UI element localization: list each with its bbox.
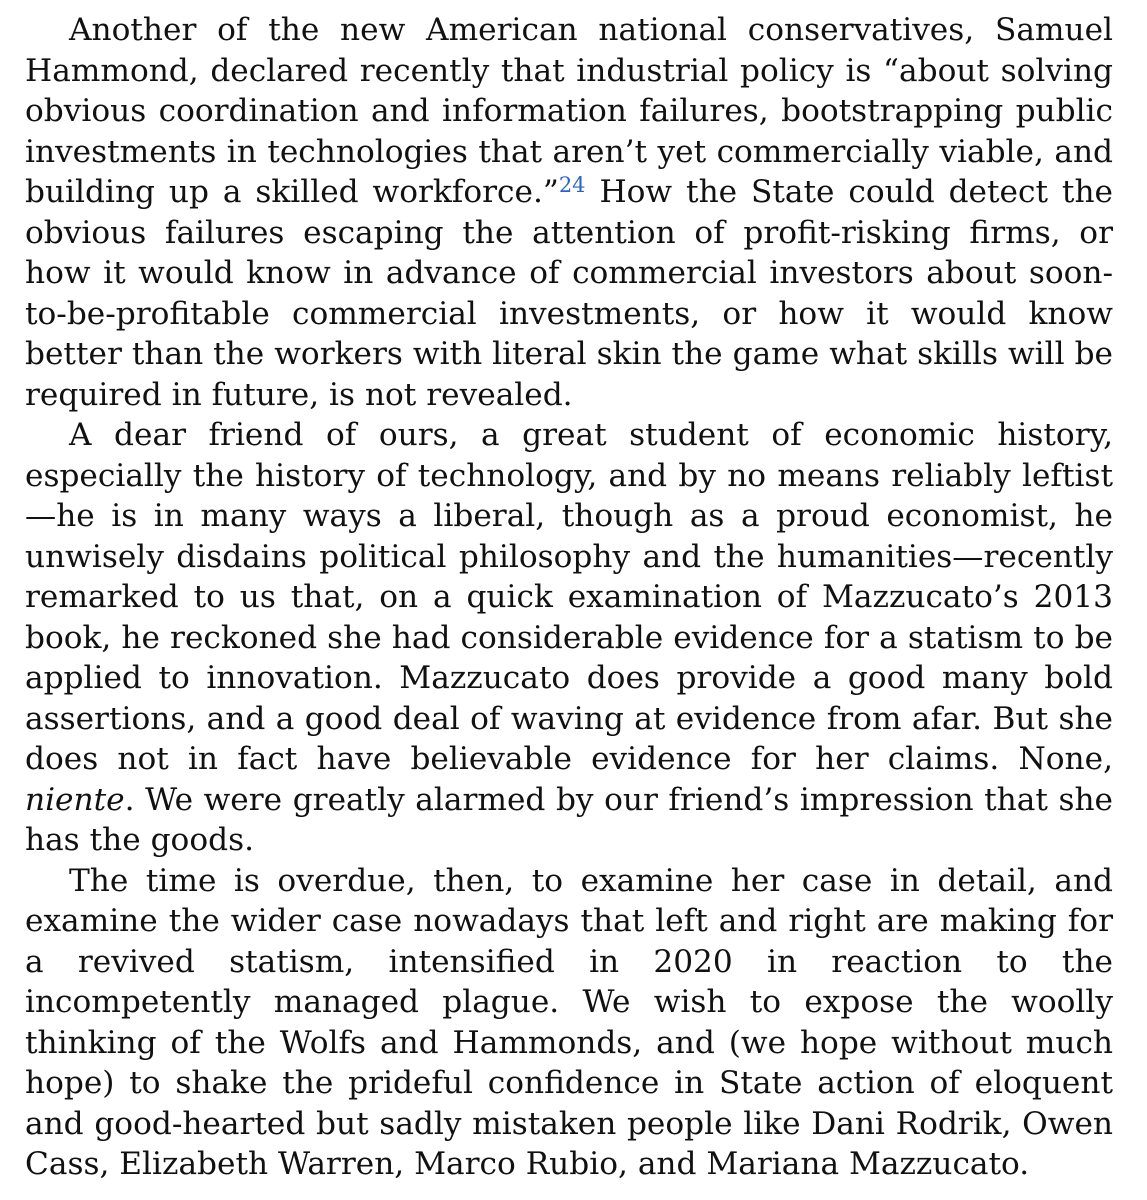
- paragraph-text: The time is overdue, then, to examine her case in detail, and examine the wider case nowadays that left and right are making for a revived statism, intensified in 2020 in reaction to the incompetently managed plague. We wish to expose the woolly thinking of the Wolfs and Hammonds, and (we hope without much hope) to shake the prideful confidence in State action of eloquent and good-hearted but sadly mistaken people like Dani Rodrik, Owen Cass, Elizabeth Warren, Marco Rubio, and Mariana Mazzucato.: [25, 862, 1113, 1182]
- paragraph-text: How the State could detect the obvious failures escaping the attention of profit-risking firms, or how it would know in advance of commercial investors about soon-to-be-profitable commercial investments, or how it would know better than the workers with literal skin the game what skills will be required in future, is not revealed.: [25, 174, 1113, 413]
- cut-off-previous-line: [25, 0, 1113, 10]
- book-page: [25, 0, 1113, 1185]
- paragraph-text: Another of the new American national conservatives, Samuel Hammond, declared recently that industrial policy is “about solving obvious coordination and information failures, bootstrapping public investments in technologies that aren’t yet commercially viable, and building up a skilled workforce.”: [25, 12, 1113, 210]
- paragraph-overdue: [25, 861, 1113, 1185]
- paragraph-text: A dear friend of ours, a great student of economic history, especially the history of technology, and by no means reliably leftist—he is in many ways a liberal, though as a proud economist, he unwisely disdains political philosophy and the humanities—recently remarked to us that, on a quick examination of Mazzucato’s 2013 book, he reckoned she had considerable evidence for a statism to be applied to innovation. Mazzucato does provide a good many bold assertions, and a good deal of waving at evidence from afar. But she does not in fact have believable evidence for her claims. None,: [25, 417, 1113, 777]
- footnote-ref-24[interactable]: 24: [558, 173, 586, 197]
- paragraph-hammond: [25, 10, 1113, 415]
- italic-word: niente: [25, 781, 125, 818]
- paragraph-text: . We were greatly alarmed by our friend’s impression that she has the goods.: [25, 781, 1113, 858]
- paragraph-friend: [25, 415, 1113, 861]
